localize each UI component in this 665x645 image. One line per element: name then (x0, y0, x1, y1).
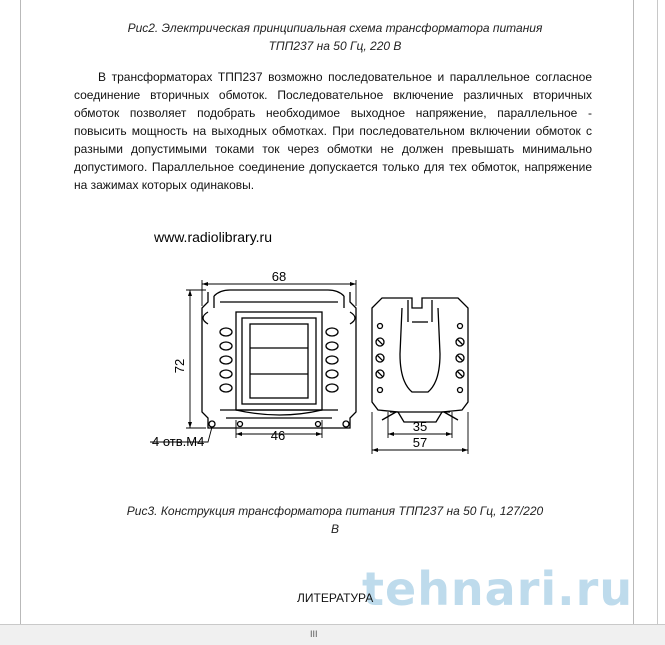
figure2-caption-line1: Рис2. Электрическая принципиальная схема трансформатора питания (127, 21, 543, 35)
scrollbar-grip[interactable]: III (310, 629, 318, 639)
dim-height-label: 72 (172, 358, 187, 374)
figure2-caption-line2: ТПП237 на 50 Гц, 220 В (268, 39, 402, 53)
literature-heading: ЛИТЕРАТУРА (297, 591, 374, 605)
dim-base-left-label: 46 (270, 428, 286, 443)
dim-width-label: 68 (271, 269, 287, 284)
dim-base-right-label: 57 (412, 435, 428, 450)
site-url: www.radiolibrary.ru (154, 229, 272, 245)
page-border-right (657, 0, 658, 624)
body-paragraph (74, 68, 592, 194)
figure3-caption-line1: Рис3. Конструкция трансформатора питания ТПП237 на 50 Гц, 127/220 (126, 504, 544, 518)
horizontal-scrollbar[interactable] (0, 624, 665, 645)
figure3-caption-line2: В (330, 522, 339, 536)
watermark-logo: tehnari.ru (362, 562, 634, 616)
dim-inner-right-label: 35 (412, 419, 428, 434)
body-paragraph-text: В трансформаторах ТПП237 возможно последовательное и параллельное согласное соединение вторичных обмоток. Последовательное включение различных вторичных обмоток позволяет подобрать необходимое выходное напряжение, параллельное - повысить мощность на выходных обмотках. При последовательном включении обмоток с разными допустимыми токами ток через обмотки не должен превышать минимально допустимого. Параллельное соединение допускается только для тех обмоток, напряжение на зажимах которых одинаковы. (74, 70, 592, 192)
transformer-drawing (150, 262, 510, 467)
holes-label: 4 отв.М4 (152, 434, 205, 449)
